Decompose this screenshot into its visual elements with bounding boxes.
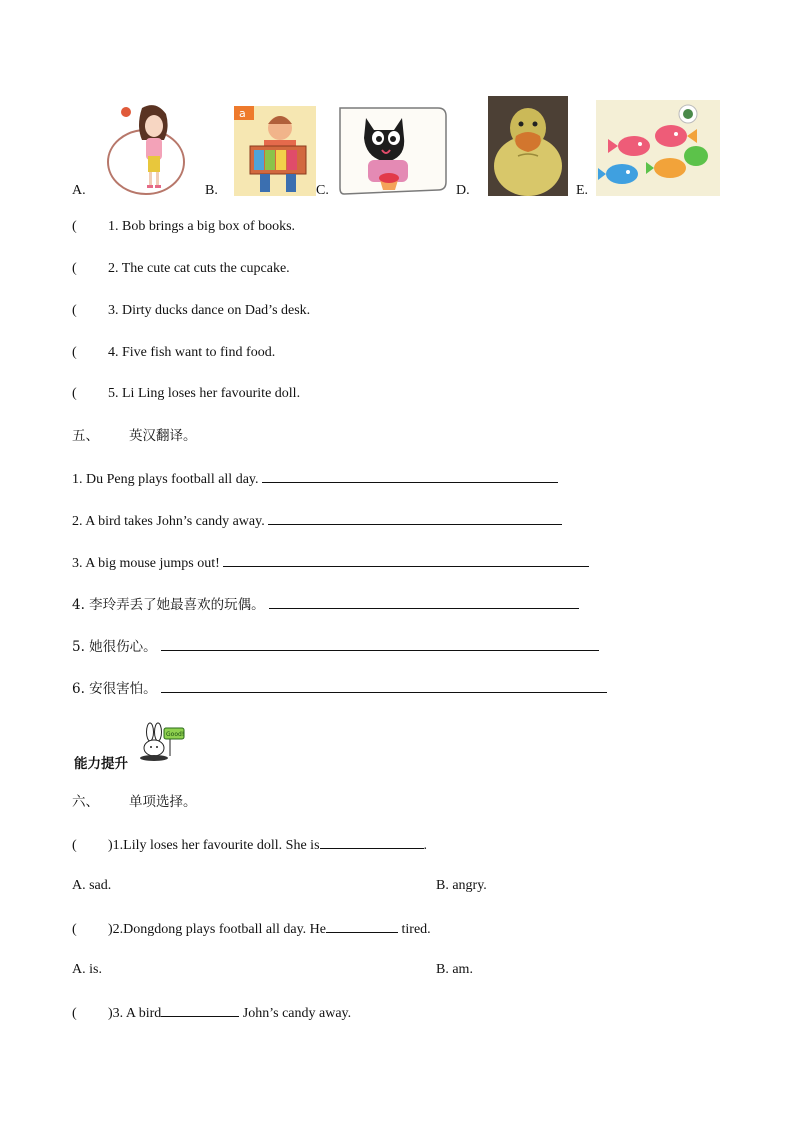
choice-option-1b[interactable]: [436, 877, 487, 895]
section5-heading: [72, 427, 197, 445]
translation-item-4: [72, 595, 579, 614]
picture-c-label: C.: [316, 183, 329, 198]
question-suffix: .: [423, 838, 428, 853]
choice-question-1: [72, 835, 427, 855]
answer-blank[interactable]: [161, 637, 599, 651]
matching-item-4: [72, 344, 275, 362]
answer-paren[interactable]: (: [72, 838, 77, 853]
section5-number: 五、: [72, 428, 99, 444]
svg-text:a: a: [239, 107, 246, 120]
question-text: )1.Lily loses her favourite doll. She is: [108, 838, 320, 853]
answer-paren[interactable]: (: [72, 922, 77, 937]
answer-paren[interactable]: (: [72, 345, 77, 360]
option-text: A. is.: [72, 962, 102, 977]
matching-text: 2. The cute cat cuts the cupcake.: [108, 261, 290, 276]
answer-blank[interactable]: [269, 595, 579, 609]
answer-blank[interactable]: [268, 511, 562, 525]
answer-blank[interactable]: [161, 679, 607, 693]
answer-paren[interactable]: (: [72, 261, 77, 276]
translation-item-2: [72, 511, 562, 531]
answer-blank[interactable]: [161, 1003, 239, 1017]
matching-text: 3. Dirty ducks dance on Dad’s desk.: [108, 303, 311, 318]
choice-option-1a[interactable]: [72, 877, 111, 895]
translation-prompt: 3. A big mouse jumps out!: [72, 556, 220, 571]
answer-paren[interactable]: (: [72, 386, 77, 401]
choice-question-2: [72, 919, 431, 939]
question-text: )3. A bird: [108, 1006, 162, 1021]
section6-title: 单项选择。: [129, 794, 197, 810]
cat-cupcake-illustration: [338, 104, 448, 196]
matching-text: 4. Five fish want to find food.: [108, 345, 276, 360]
translation-prompt: 2. A bird takes John’s candy away.: [72, 514, 265, 529]
matching-item-1: [72, 218, 295, 236]
picture-d-label: D.: [456, 183, 470, 198]
picture-c-cat: [338, 104, 448, 196]
translation-item-5: [72, 637, 599, 656]
translation-prompt: 5. 她很伤心。: [72, 639, 157, 655]
answer-blank[interactable]: [320, 835, 424, 849]
answer-blank[interactable]: [326, 919, 398, 933]
picture-e-fish: [596, 100, 720, 196]
section6-heading: [72, 793, 197, 811]
choice-option-2b[interactable]: [436, 961, 473, 979]
ability-title: 能力提升: [74, 756, 128, 772]
option-text: B. angry.: [436, 878, 487, 893]
option-text: B. am.: [436, 962, 473, 977]
choice-question-3: [72, 1003, 351, 1023]
answer-blank[interactable]: [262, 469, 558, 483]
question-suffix: John’s candy away.: [239, 1006, 352, 1021]
rabbit-sign-illustration: [136, 722, 188, 762]
answer-paren[interactable]: (: [72, 219, 77, 234]
answer-paren[interactable]: (: [72, 1006, 77, 1021]
picture-d-duck: [488, 96, 568, 196]
translation-item-1: [72, 469, 558, 489]
answer-paren[interactable]: (: [72, 303, 77, 318]
translation-prompt: 6. 安很害怕。: [72, 681, 157, 697]
translation-prompt: 1. Du Peng plays football all day.: [72, 472, 259, 487]
picture-a-label: A.: [72, 183, 86, 198]
matching-item-2: [72, 260, 290, 278]
question-text: )2.Dongdong plays football all day. He: [108, 922, 326, 937]
matching-item-5: [72, 385, 300, 403]
rabbit-icon: [136, 722, 188, 762]
fish-illustration: [596, 100, 720, 196]
section5-title: 英汉翻译。: [129, 428, 197, 444]
girl-illustration: [104, 100, 186, 196]
translation-item-6: [72, 679, 607, 698]
option-text: A. sad.: [72, 878, 112, 893]
picture-a-girl: [104, 100, 186, 196]
translation-prompt: 4. 李玲弄丢了她最喜欢的玩偶。: [72, 597, 265, 613]
question-suffix: tired.: [398, 922, 431, 937]
picture-b-label: B.: [205, 183, 218, 198]
matching-text: 5. Li Ling loses her favourite doll.: [108, 386, 301, 401]
picture-e-label: E.: [576, 183, 589, 198]
section6-number: 六、: [72, 794, 99, 810]
boy-with-books-illustration: [234, 106, 316, 196]
translation-item-3: [72, 553, 589, 573]
ability-heading: [74, 752, 128, 773]
duck-photo: [488, 96, 568, 196]
answer-blank[interactable]: [223, 553, 589, 567]
sign-text: Good!: [166, 731, 185, 738]
picture-b-boy: [234, 106, 316, 196]
matching-text: 1. Bob brings a big box of books.: [108, 219, 296, 234]
matching-item-3: [72, 302, 310, 320]
choice-option-2a[interactable]: [72, 961, 102, 979]
